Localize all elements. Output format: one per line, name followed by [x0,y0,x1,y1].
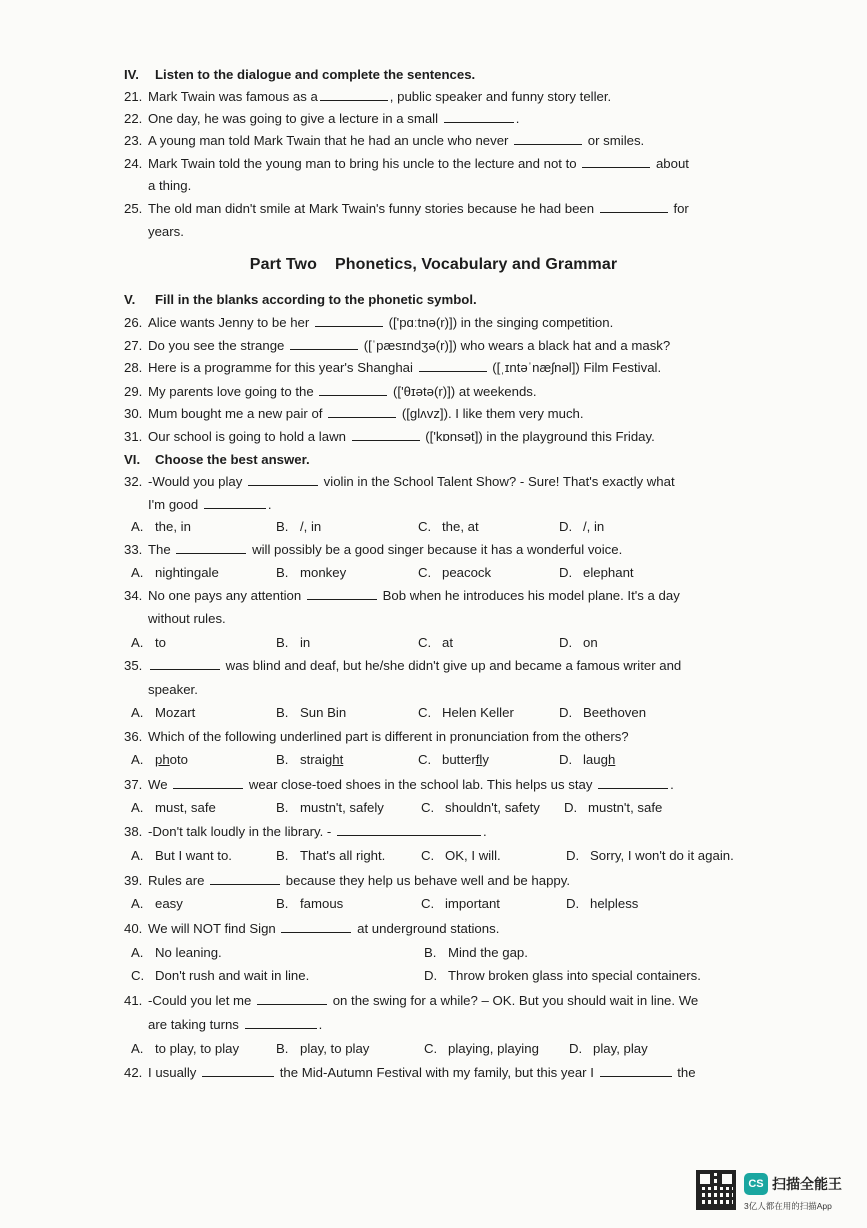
question-22: 22. One day, he was going to give a lecture in a small . [124,111,520,126]
option-b[interactable]: B. in [276,635,311,650]
question-32-cont: I'm good . [148,497,272,512]
option-d[interactable]: D. Sorry, I won't do it again. [566,848,734,863]
answer-blank[interactable] [281,920,351,933]
answer-blank[interactable] [352,428,420,441]
question-21: 21. Mark Twain was famous as a , public speaker and funny story teller. [124,89,612,104]
answer-blank[interactable] [245,1016,317,1029]
question-31: 31. Our school is going to hold a lawn (['kɒnsət]) in the playground this Friday. [124,429,655,444]
answer-blank[interactable] [290,337,358,350]
answer-blank[interactable] [204,496,266,509]
question-41: 41. -Could you let me on the swing for a while? – OK. But you should wait in line. We [124,993,699,1008]
question-25: 25. The old man didn't smile at Mark Twain's funny stories because he had been for [124,201,689,216]
question-33: 33. The will possibly be a good singer because it has a wonderful voice. [124,542,623,557]
option-d[interactable]: D. mustn't, safe [564,800,663,815]
option-a[interactable]: A. Mozart [131,705,196,720]
question-40: 40. We will NOT find Sign at underground stations. [124,921,500,936]
answer-blank[interactable] [248,473,318,486]
option-b[interactable]: B. /, in [276,519,322,534]
answer-blank[interactable] [173,776,243,789]
answer-blank[interactable] [315,314,383,327]
option-d[interactable]: D. helpless [566,896,639,911]
option-b[interactable]: B. That's all right. [276,848,386,863]
question-34: 34. No one pays any attention Bob when he introduces his model plane. It's a day [124,588,680,603]
option-d[interactable]: D. /, in [559,519,605,534]
option-c[interactable]: C. Helen Keller [418,705,514,720]
question-32: 32. -Would you play violin in the School Talent Show? - Sure! That's exactly what [124,474,675,489]
question-23: 23. A young man told Mark Twain that he had an uncle who never or smiles. [124,133,645,148]
question-37: 37. We wear close-toed shoes in the school lab. This helps us stay . [124,777,674,792]
option-b[interactable]: B. Mind the gap. [424,945,528,960]
answer-blank[interactable] [582,155,650,168]
option-c[interactable]: C. at [418,635,453,650]
option-a[interactable]: A. But I want to. [131,848,232,863]
option-a[interactable]: A. easy [131,896,183,911]
part-two-title: Part Two Phonetics, Vocabulary and Grammar [249,256,618,273]
section-heading-iv: IV. Listen to the dialogue and complete the sentences. [124,67,476,82]
answer-blank[interactable] [328,405,396,418]
qr-code-icon [696,1170,736,1210]
question-28: 28. Here is a programme for this year's Shanghai ([ˌɪntəˈnæʃnəl]) Film Festival. [124,360,662,375]
answer-blank[interactable] [600,200,668,213]
option-b[interactable]: B. straight [276,752,344,767]
question-35: 35. was blind and deaf, but he/she didn't give up and became a famous writer and [124,658,682,673]
option-a[interactable]: A. nightingale [131,565,219,580]
option-c[interactable]: C. playing, playing [424,1041,539,1056]
option-d[interactable]: D. Beethoven [559,705,647,720]
option-b[interactable]: B. mustn't, safely [276,800,384,815]
option-b[interactable]: B. Sun Bin [276,705,347,720]
answer-blank[interactable] [320,88,388,101]
option-a[interactable]: A. No leaning. [131,945,222,960]
answer-blank[interactable] [598,776,668,789]
camscanner-logo: CS [744,1173,768,1195]
answer-blank[interactable] [337,823,481,836]
app-name: 扫描全能王 [772,1176,842,1192]
question-24-cont: a thing. [148,178,192,193]
section-heading-vi: VI. Choose the best answer. [124,452,310,467]
option-b[interactable]: B. famous [276,896,344,911]
option-c[interactable]: C. butterfly [418,752,489,767]
question-39: 39. Rules are because they help us behave well and be happy. [124,873,571,888]
answer-blank[interactable] [600,1064,672,1077]
question-26: 26. Alice wants Jenny to be her (['pɑːtnə(r)]) in the singing competition. [124,315,614,330]
question-27: 27. Do you see the strange ([ˈpæsɪndʒə(r)]) who wears a black hat and a mask? [124,338,671,353]
option-c[interactable]: C. peacock [418,565,492,580]
answer-blank[interactable] [210,872,280,885]
answer-blank[interactable] [319,383,387,396]
question-25-cont: years. [148,224,184,239]
option-a[interactable]: A. the, in [131,519,191,534]
app-tagline: 3亿人都在用的扫描App [744,1201,832,1211]
question-24: 24. Mark Twain told the young man to bring his uncle to the lecture and not to about [124,156,689,171]
question-35-cont: speaker. [148,682,198,697]
option-b[interactable]: B. monkey [276,565,347,580]
question-38: 38. -Don't talk loudly in the library. - . [124,824,487,839]
question-29: 29. My parents love going to the (['θɪətə(r)]) at weekends. [124,384,537,399]
answer-blank[interactable] [150,657,220,670]
option-c[interactable]: C. Don't rush and wait in line. [131,968,310,983]
question-30: 30. Mum bought me a new pair of ([glʌvz]). I like them very much. [124,406,584,421]
option-d[interactable]: D. laugh [559,752,616,767]
section-heading-v: V. Fill in the blanks according to the phonetic symbol. [124,292,477,307]
question-34-cont: without rules. [148,611,226,626]
answer-blank[interactable] [257,992,327,1005]
question-42: 42. I usually the Mid-Autumn Festival with my family, but this year I the [124,1065,696,1080]
option-d[interactable]: D. on [559,635,598,650]
answer-blank[interactable] [307,587,377,600]
option-c[interactable]: C. important [421,896,500,911]
option-c[interactable]: C. the, at [418,519,479,534]
question-41-cont: are taking turns . [148,1017,323,1032]
answer-blank[interactable] [514,132,582,145]
option-c[interactable]: C. shouldn't, safety [421,800,540,815]
answer-blank[interactable] [419,359,487,372]
option-a[interactable]: A. to [131,635,166,650]
option-d[interactable]: D. elephant [559,565,634,580]
option-d[interactable]: D. play, play [569,1041,648,1056]
option-a[interactable]: A. to play, to play [131,1041,240,1056]
answer-blank[interactable] [176,541,246,554]
option-b[interactable]: B. play, to play [276,1041,370,1056]
option-a[interactable]: A. photo [131,752,189,767]
question-36: 36. Which of the following underlined part is different in pronunciation from the others? [124,729,629,744]
answer-blank[interactable] [202,1064,274,1077]
answer-blank[interactable] [444,110,514,123]
option-a[interactable]: A. must, safe [131,800,216,815]
option-c[interactable]: C. OK, I will. [421,848,501,863]
option-d[interactable]: D. Throw broken glass into special containers. [424,968,701,983]
